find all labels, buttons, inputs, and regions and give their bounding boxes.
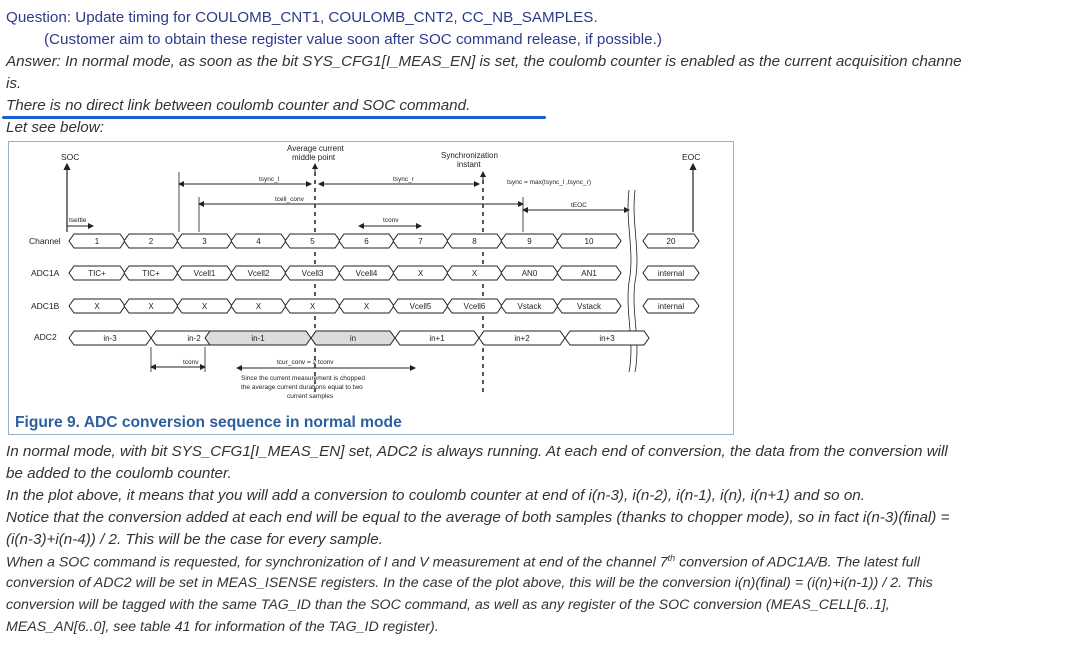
row-1-4-text: Vcell3 <box>301 269 324 278</box>
note-line-3: current samples <box>287 393 334 400</box>
answer-line-2: is. <box>6 75 22 92</box>
avg-current-label: Average current <box>287 144 344 153</box>
row-2-9-text: Vstack <box>576 302 602 311</box>
tconv-bottom-label: tconv <box>183 359 199 366</box>
row-2-8-text: Vstack <box>517 302 542 311</box>
body-line-5: (i(n-3)+i(n-4)) / 2. This will be the case for every sample. <box>6 531 383 548</box>
body-line-4: Notice that the conversion added at each end will be equal to the average of both samples (thanks to chopper mode), so in fact i(n-3)(final) = <box>6 509 950 526</box>
signal-rows <box>69 234 699 313</box>
row-0-3-text: 4 <box>256 237 261 246</box>
tcell-conv-label: tcell_conv <box>275 196 304 203</box>
answer-line-3: There is no direct link between coulomb counter and SOC command. <box>6 97 471 114</box>
row-2-5-text: X <box>363 302 370 311</box>
body-line-9: MEAS_AN[6..0], see table 41 for information of the TAG_ID register). <box>6 619 439 635</box>
row-1-8-text: AN0 <box>521 269 538 278</box>
row-1-2-text: Vcell1 <box>193 269 216 278</box>
tcur-conv-label: tcur_conv = 2 tconv <box>277 359 334 366</box>
body-line-6b: conversion of ADC1A/B. The latest full <box>675 554 920 571</box>
row-label-adc2: ADC2 <box>34 332 57 342</box>
note-line-2: the average current durations equal to two <box>241 384 363 391</box>
row-label-channel: Channel <box>29 236 61 246</box>
adc2-0-text: in-3 <box>103 334 117 343</box>
eoc-label: EOC <box>682 152 701 162</box>
row-0-2-text: 3 <box>202 237 207 246</box>
row-0-7-text: 8 <box>472 237 477 246</box>
row-0-8-text: 9 <box>527 237 532 246</box>
answer-line-4: Let see below: <box>6 119 104 136</box>
adc2-4-text: in+1 <box>429 334 445 343</box>
question-line-1: Question: Update timing for COULOMB_CNT1, COULOMB_CNT2, CC_NB_SAMPLES. <box>6 9 598 26</box>
body-line-3: In the plot above, it means that you will add a conversion to coulomb counter at end of i(n-3), i(n-2), i(n-1), i(n), i(n+1) and so on. <box>6 487 865 504</box>
tconv-label: tconv <box>383 217 399 224</box>
row-1-9-text: AN1 <box>581 269 597 278</box>
row-0-0-text: 1 <box>94 237 100 246</box>
sync-label: Synchronization <box>441 151 498 160</box>
adc2-5-text: in+2 <box>514 334 530 343</box>
adc2-3-text: in <box>349 334 357 343</box>
body-line-8: conversion will be tagged with the same TAG_ID than the SOC command, as well as any register of the SOC conversion (MEAS_CELL[6..1], <box>6 597 890 613</box>
body-line-6 <box>6 553 920 571</box>
tsync-formula: tsync = max(tsync_l ,tsync_r) <box>507 179 591 186</box>
soc-label: SOC <box>61 152 80 162</box>
row-label-adc1a: ADC1A <box>31 268 60 278</box>
adc2-row <box>69 331 649 345</box>
question-line-2: (Customer aim to obtain these register value soon after SOC command release, if possible.) <box>44 31 662 48</box>
body-line-6-sup: th <box>667 553 676 563</box>
row-2-1-text: X <box>148 302 154 311</box>
row-label-adc1b: ADC1B <box>31 301 60 311</box>
row-0-6-text: 7 <box>418 237 423 246</box>
row-2-2-text: X <box>201 302 208 311</box>
tsync-l-label: tsync_l <box>259 176 280 183</box>
row-2-10-text: internal <box>657 302 685 311</box>
row-1-3-text: Vcell2 <box>247 269 270 278</box>
row-2-4-text: X <box>309 302 316 311</box>
row-1-0-text: TIC+ <box>88 269 106 278</box>
teoc-label: tEOC <box>571 202 587 209</box>
row-2-0-text: X <box>94 302 100 311</box>
row-1-10-text: internal <box>657 269 685 278</box>
row-1-1-text: TIC+ <box>142 269 160 278</box>
figure-caption: Figure 9. ADC conversion sequence in normal mode <box>15 414 402 431</box>
row-1-5-text: Vcell4 <box>355 269 378 278</box>
body-line-2: be added to the coulomb counter. <box>6 465 232 482</box>
adc2-6-text: in+3 <box>599 334 615 343</box>
row-1-7-text: X <box>471 269 478 278</box>
body-line-7: conversion of ADC2 will be set in MEAS_ISENSE registers. In the case of the plot above, this will be the conversion i(n)(final) = (i(n)+i(n-1)) / 2. This <box>6 575 933 591</box>
adc2-1-text: in-2 <box>187 334 201 343</box>
adc2-2-text: in-1 <box>251 334 265 343</box>
body-line-1: In normal mode, with bit SYS_CFG1[I_MEAS_EN] set, ADC2 is always running. At each end of conversion, the data from the conversion will <box>6 443 948 460</box>
instant-label: instant <box>457 160 481 169</box>
row-0-10-text: 20 <box>666 237 676 246</box>
row-2-6-text: Vcell5 <box>409 302 432 311</box>
row-2-3-text: X <box>255 302 262 311</box>
row-0-4-text: 5 <box>310 237 315 246</box>
row-0-5-text: 6 <box>364 237 369 246</box>
row-2-7-text: Vcell6 <box>463 302 486 311</box>
middle-point-label: middle point <box>292 153 336 162</box>
note-line-1: Since the current measurement is chopped <box>241 375 365 382</box>
tsync-r-label: tsync_r <box>393 176 414 183</box>
figure-adc-sequence <box>8 141 734 435</box>
timing-diagram <box>9 142 733 434</box>
row-0-9-text: 10 <box>584 237 594 246</box>
tsettle-label: tsettle <box>69 217 87 224</box>
row-0-1-text: 2 <box>148 237 154 246</box>
answer-line-1: Answer: In normal mode, as soon as the bit SYS_CFG1[I_MEAS_EN] is set, the coulomb counter is enabled as the current acquisition channe <box>6 53 962 70</box>
body-line-6a: When a SOC command is requested, for synchronization of I and V measurement at end of the channel 7 <box>6 554 668 571</box>
row-1-6-text: X <box>417 269 424 278</box>
